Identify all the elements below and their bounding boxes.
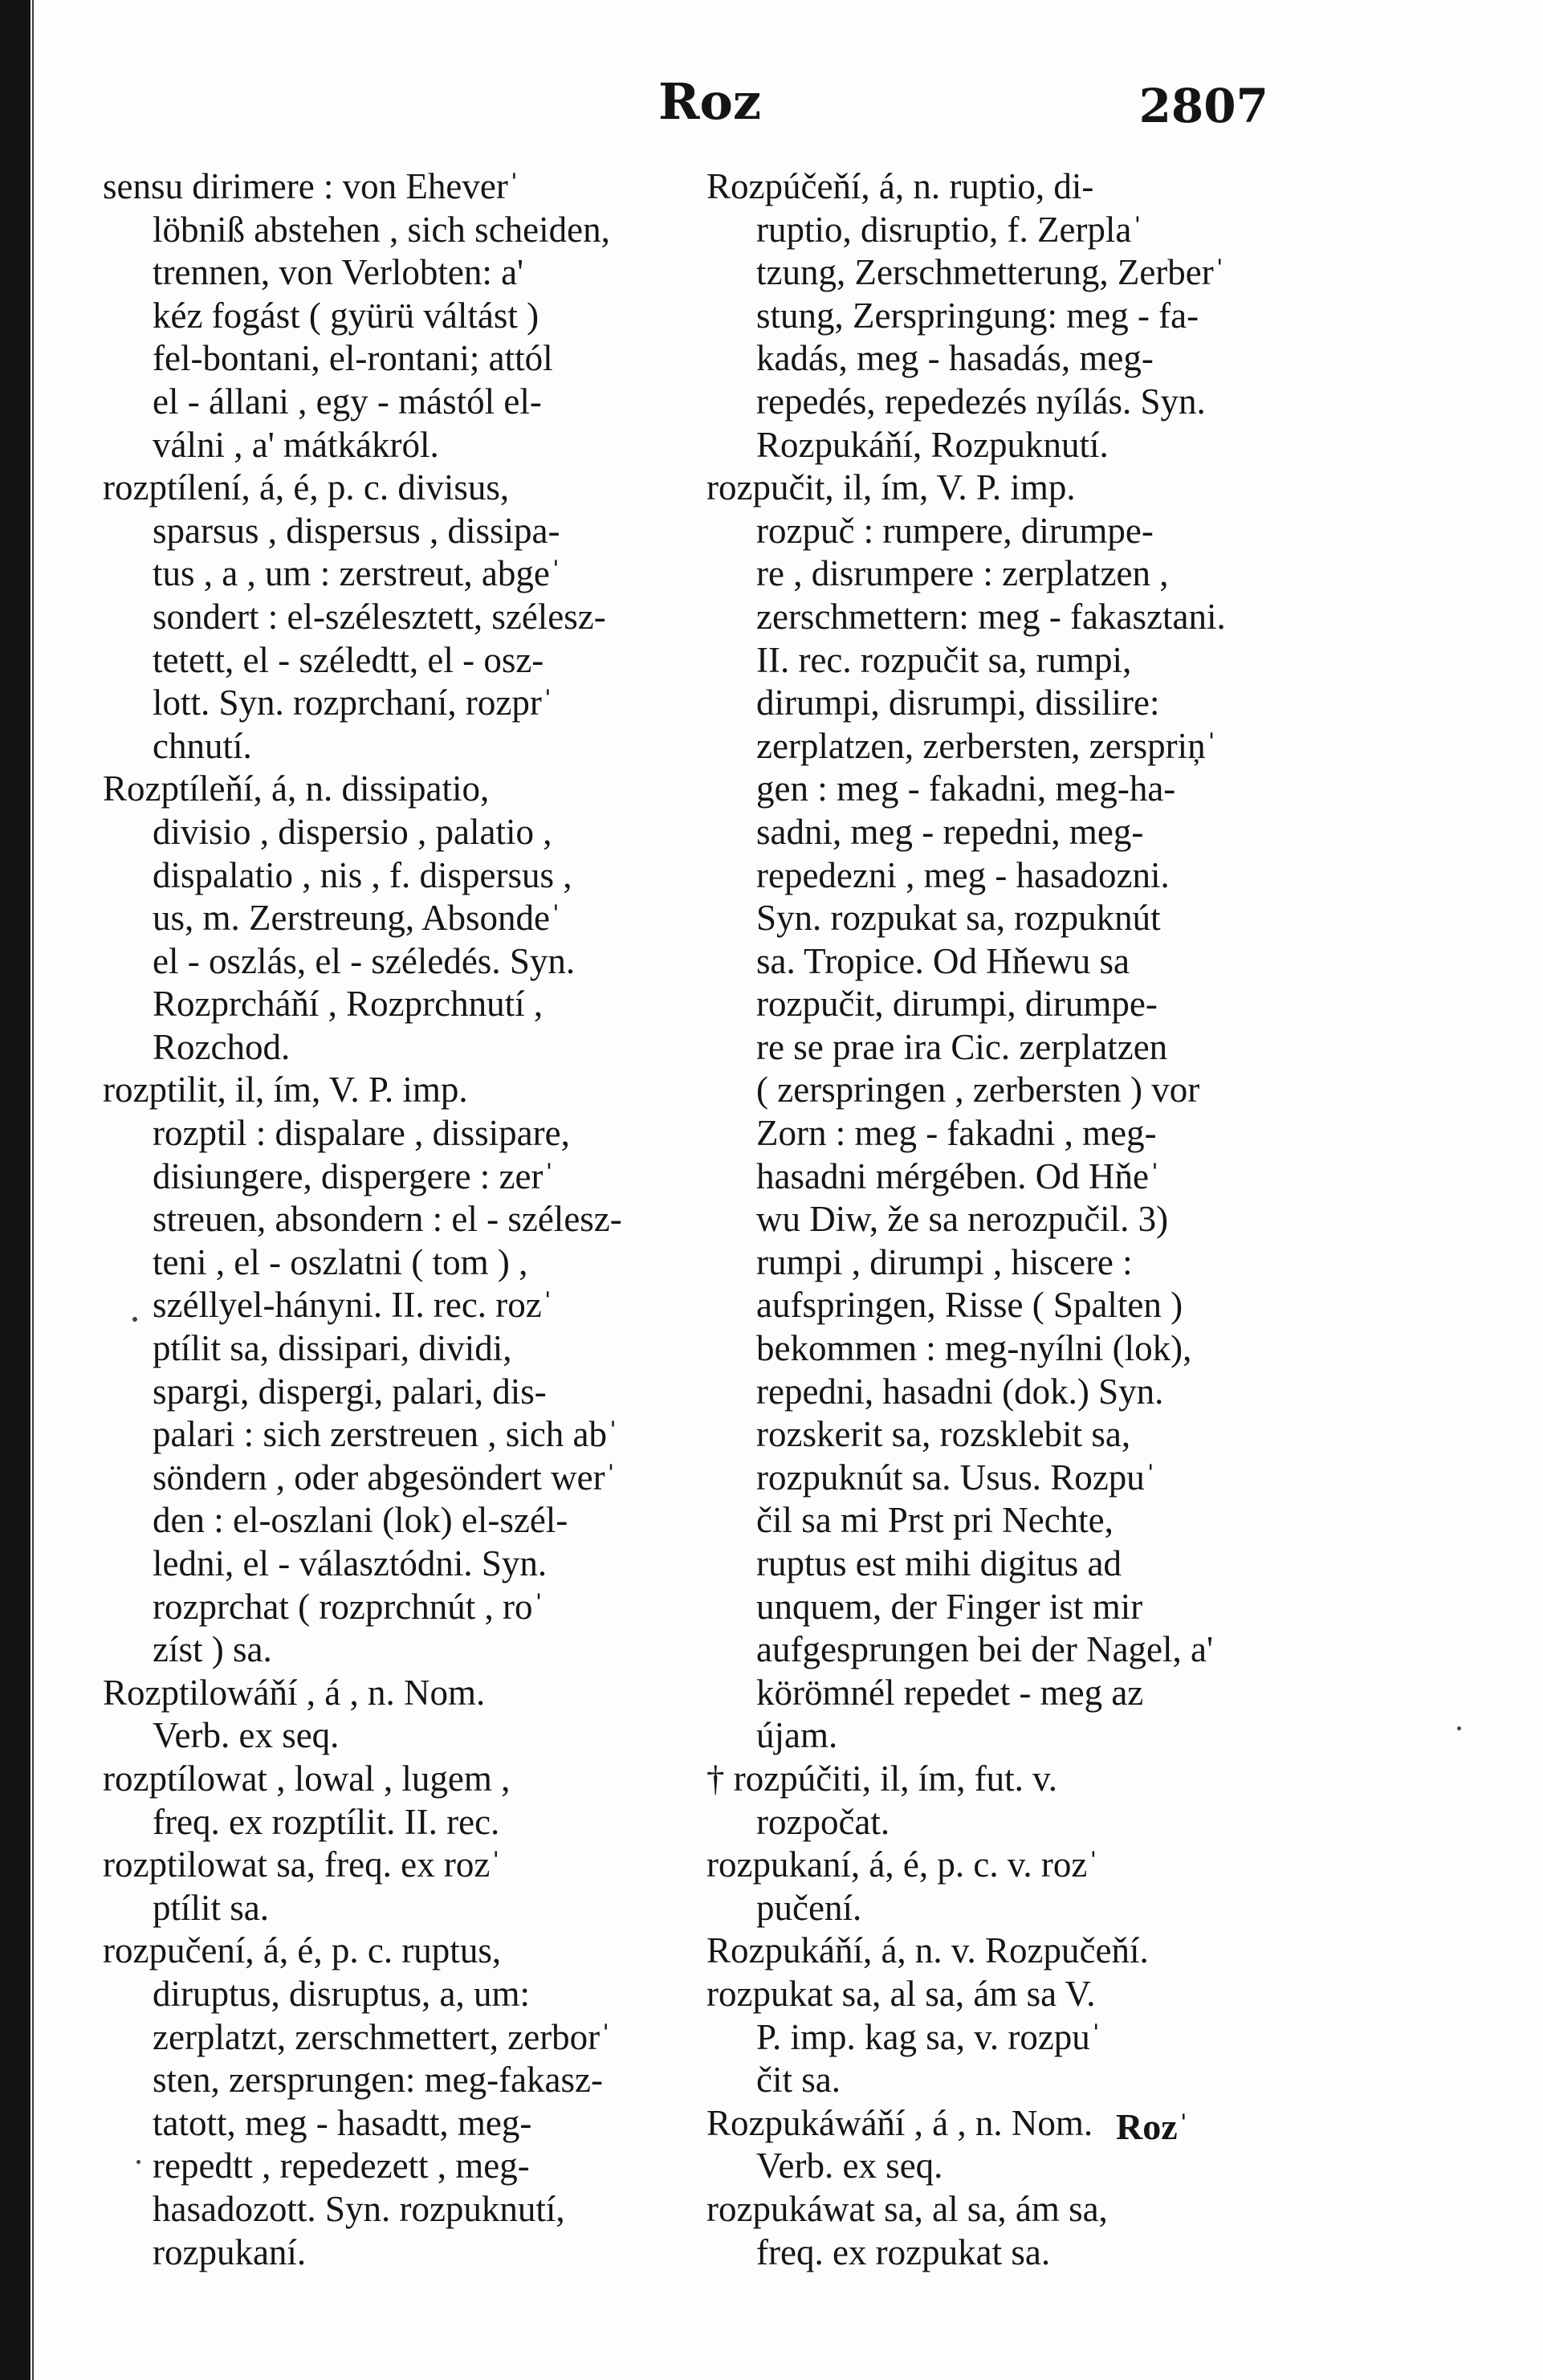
text-line: pučení. [756, 1887, 862, 1928]
text-line: chnutí. [153, 725, 252, 766]
text-line: kéz fogást ( gyürü váltást ) [153, 295, 539, 336]
text-line: ruptus est mihi digitus ad [756, 1543, 1122, 1583]
paper-speck [136, 2160, 140, 2164]
text-line: rozptilowat sa, freq. ex rozˈ [103, 1844, 503, 1885]
text-line: ptílit sa. [153, 1887, 269, 1928]
text-line: rozpukaní, á, é, p. c. v. rozˈ [706, 1844, 1100, 1885]
text-line: diruptus, disruptus, a, um: [153, 1973, 530, 2014]
text-line: Verb. ex seq. [153, 1715, 340, 1756]
text-line: Rozchod. [153, 1026, 291, 1067]
text-line: rozptilit, il, ím, V. P. imp. [103, 1070, 468, 1111]
text-line: rozptil : dispalare , dissipare, [153, 1113, 570, 1154]
text-line: rozptílení, á, é, p. c. divisus, [103, 467, 510, 508]
text-line: Rozpukáňí, Rozpuknutí. [756, 424, 1109, 465]
text-line: újam. [756, 1715, 838, 1756]
text-line: zerschmettern: meg - fakasztani. [756, 596, 1226, 637]
text-line: válni , a' mátkákról. [153, 424, 439, 465]
text-line: ruptio, disruptio, f. Zerplaˈ [756, 209, 1144, 250]
text-line: rozpuč : rumpere, dirumpe- [756, 510, 1154, 551]
catchword: Rozˈ [1116, 2106, 1190, 2147]
text-line: hasadni mérgében. Od Hňeˈ [756, 1155, 1162, 1196]
text-line: rozptílowat , lowal , lugem , [103, 1758, 511, 1799]
text-line: tus , a , um : zerstreut, abgeˈ [153, 553, 562, 594]
margin-rule [32, 0, 34, 2380]
text-line: re se prae ira Cic. zerplatzen [756, 1026, 1168, 1067]
text-line: P. imp. kag sa, v. rozpuˈ [756, 2016, 1102, 2057]
text-line: Rozpukáňí, á, n. v. Rozpučeňí. [706, 1930, 1149, 1971]
text-line: körömnél repedet - meg az [756, 1672, 1144, 1713]
text-line: fel-bontani, el-rontani; attól [153, 338, 553, 379]
right-column [706, 165, 1284, 2274]
text-line: Zorn : meg - fakadni , meg- [756, 1113, 1157, 1154]
text-line: zerplatzt, zerschmettert, zerborˈ [153, 2016, 613, 2057]
text-line: čil sa mi Prst pri Nechte, [756, 1500, 1113, 1541]
text-line: II. rec. rozpučit sa, rumpi, [756, 639, 1132, 680]
text-line: gen : meg - fakadni, meg-ha- [756, 768, 1176, 809]
text-line: Rozpukáwáňí , á , n. Nom. [706, 2102, 1093, 2143]
text-line: tzung, Zerschmetterung, Zerberˈ [756, 252, 1226, 293]
text-line: sa. Tropice. Od Hňewu sa [756, 940, 1130, 981]
text-line: palari : sich zerstreuen , sich abˈ [153, 1414, 620, 1455]
text-line: dirumpi, disrumpi, dissilire: [756, 683, 1160, 723]
text-line: aufspringen, Risse ( Spalten ) [756, 1285, 1183, 1326]
text-line: tetett, el - széledtt, el - osz- [153, 639, 544, 680]
text-line: rozpukáwat sa, al sa, ám sa, [706, 2188, 1108, 2229]
page-number: 2807 [1138, 79, 1268, 133]
text-line: zíst ) sa. [153, 1629, 272, 1670]
text-line: rozpukat sa, al sa, ám sa V. [706, 1973, 1096, 2014]
text-line: den : el-oszlani (lok) el-szél- [153, 1500, 568, 1541]
text-line: lott. Syn. rozprchaní, rozprˈ [153, 683, 554, 723]
text-line: Rozptíleňí, á, n. dissipatio, [103, 768, 490, 809]
text-line: rozpučení, á, é, p. c. ruptus, [103, 1930, 502, 1971]
text-line: us, m. Zerstreung, Absondeˈ [153, 898, 562, 939]
text-line: trennen, von Verlobten: a' [153, 252, 524, 293]
left-column [103, 165, 681, 2274]
text-line: zerplatzen, zerbersten, zerspriņˈ [756, 725, 1218, 766]
text-line: rozpučit, il, ím, V. P. imp. [706, 467, 1076, 508]
text-line: széllyel-hányni. II. rec. rozˈ [153, 1285, 554, 1326]
text-line: sadni, meg - repedni, meg- [756, 811, 1144, 852]
text-line: kadás, meg - hasadás, meg- [756, 338, 1154, 379]
text-line: ( zerspringen , zerbersten ) vor [756, 1070, 1200, 1111]
text-line: rozprchat ( rozprchnút , roˈ [153, 1586, 545, 1627]
text-line: čit sa. [756, 2060, 841, 2101]
text-line: ptílit sa, dissipari, dividi, [153, 1328, 512, 1369]
text-line: ledni, el - választódni. Syn. [153, 1543, 548, 1583]
text-line: repedés, repedezés nyílás. Syn. [756, 381, 1206, 422]
text-line: el - állani , egy - mástól el- [153, 381, 542, 422]
text-line: streuen, absondern : el - szélesz- [153, 1199, 622, 1240]
text-line: repedtt , repedezett , meg- [153, 2146, 530, 2186]
text-line: unquem, der Finger ist mir [756, 1586, 1143, 1627]
text-line: Rozpúčeňí, á, n. ruptio, di- [706, 166, 1094, 206]
text-line: Verb. ex seq. [756, 2146, 943, 2186]
paper-speck [132, 1317, 137, 1322]
paper-speck [1457, 1726, 1461, 1730]
text-line: repedezni , meg - hasadozni. [756, 854, 1170, 895]
text-line: stung, Zerspringung: meg - fa- [756, 295, 1199, 336]
text-line: sensu dirimere : von Eheverˈ [103, 166, 520, 206]
text-line: sparsus , dispersus , dissipa- [153, 510, 560, 551]
text-line: divisio , dispersio , palatio , [153, 811, 552, 852]
text-line: disiungere, dispergere : zerˈ [153, 1155, 556, 1196]
text-line: teni , el - oszlatni ( tom ) , [153, 1241, 528, 1282]
text-line: aufgesprungen bei der Nagel, a' [756, 1629, 1214, 1670]
text-line: sondert : el-szélesztett, szélesz- [153, 596, 606, 637]
guide-word: Roz [658, 72, 762, 131]
text-line: spargi, dispergi, palari, dis- [153, 1371, 547, 1412]
text-line: freq. ex rozpukat sa. [756, 2231, 1051, 2272]
text-line: re , disrumpere : zerplatzen , [756, 553, 1169, 594]
text-line: sten, zersprungen: meg-fakasz- [153, 2060, 604, 2101]
text-line: rozskerit sa, rozsklebit sa, [756, 1414, 1131, 1455]
text-line: bekommen : meg-nyílni (lok), [756, 1328, 1192, 1369]
text-line: Rozprcháňí , Rozprchnutí , [153, 984, 544, 1025]
text-line: löbniß abstehen , sich scheiden, [153, 209, 610, 250]
text-line: tatott, meg - hasadtt, meg- [153, 2102, 532, 2143]
text-line: dispalatio , nis , f. dispersus , [153, 854, 572, 895]
text-line: rozpukaní. [153, 2231, 307, 2272]
text-line: el - oszlás, el - széledés. Syn. [153, 940, 576, 981]
text-line: rumpi , dirumpi , hiscere : [756, 1241, 1133, 1282]
page-margin-dark [0, 0, 31, 2380]
text-line: Syn. rozpukat sa, rozpuknút [756, 898, 1161, 939]
text-line: freq. ex rozptílit. II. rec. [153, 1801, 500, 1842]
text-line: Rozptilowáňí , á , n. Nom. [103, 1672, 486, 1713]
text-line: rozpuknút sa. Usus. Rozpuˈ [756, 1457, 1157, 1498]
text-line: repedni, hasadni (dok.) Syn. [756, 1371, 1164, 1412]
text-line: † rozpúčiti, il, ím, fut. v. [706, 1758, 1058, 1799]
text-line: söndern , oder abgesöndert werˈ [153, 1457, 617, 1498]
text-line: rozpučit, dirumpi, dirumpe- [756, 984, 1158, 1025]
text-line: rozpočat. [756, 1801, 890, 1842]
text-line: wu Diw, že sa nerozpučil. 3) [756, 1199, 1169, 1240]
text-line: hasadozott. Syn. rozpuknutí, [153, 2188, 565, 2229]
